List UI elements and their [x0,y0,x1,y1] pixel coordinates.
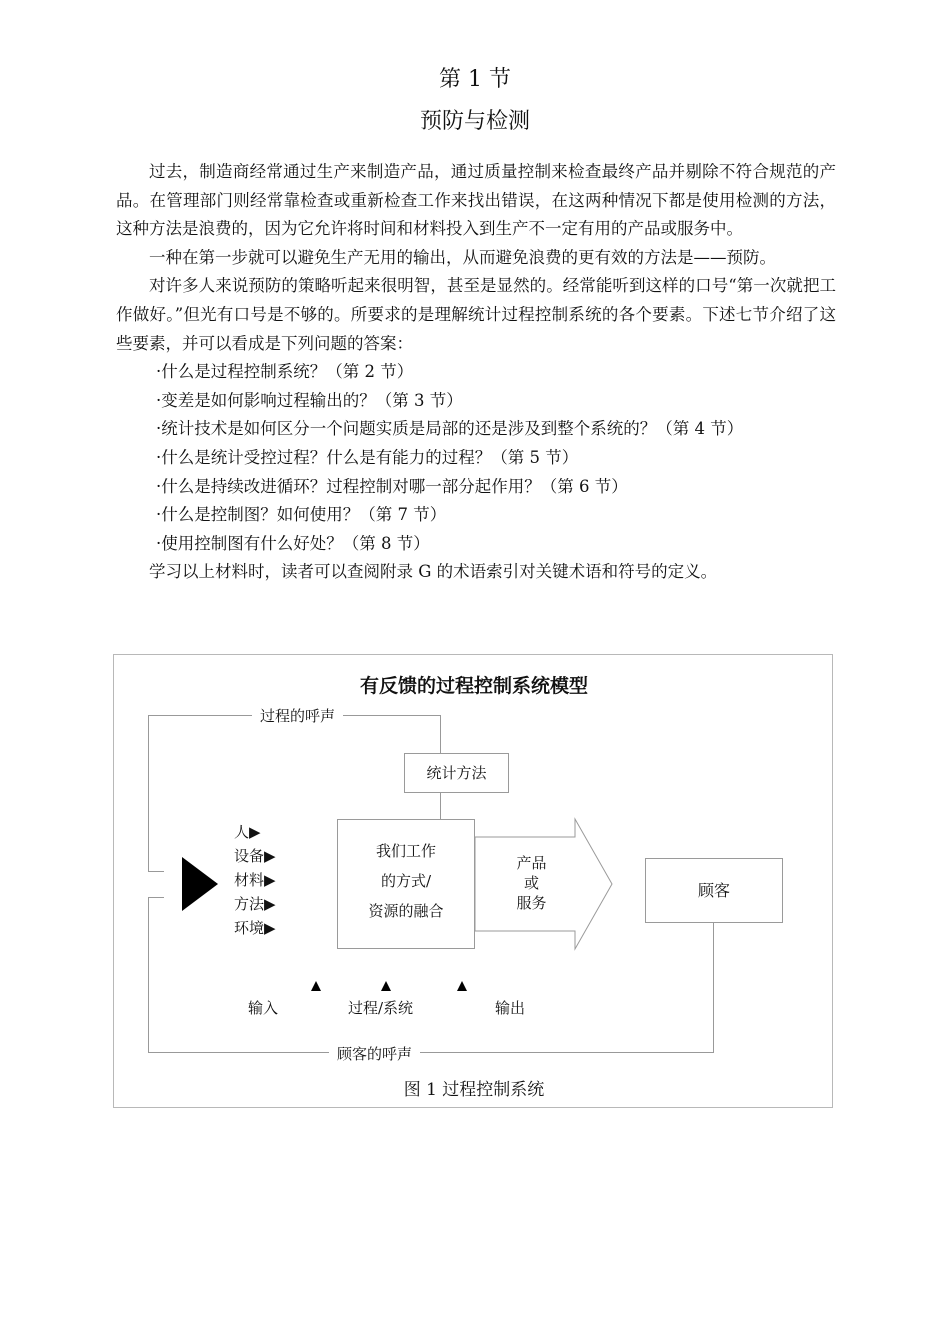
bullet-item: ·使用控制图有什么好处？（第 8 节） [156,533,430,553]
process-box [337,819,475,949]
figure-caption: 图 1 过程控制系统 [403,1080,545,1100]
customer-box [645,858,783,923]
output-pointer-icon [457,981,467,991]
customer-down-line [713,923,714,1053]
methods-to-process-line [440,793,441,819]
input-pointer-icon [311,981,321,991]
bullet-item: ·什么是持续改进循环？过程控制对哪一部分起作用？（第 6 节） [156,476,628,496]
section-title: 预防与检测 [419,109,530,134]
input-item-materials: 材料▶ [234,871,276,889]
voice-of-customer-label: 顾客的呼声 [329,1043,420,1064]
statistical-methods-label: 统计方法 [426,764,487,782]
output-label: 输出 [495,999,526,1017]
loop-left-stub-lower [148,897,164,898]
output-line-3: 服务 [516,894,547,912]
bullet-item: ·什么是统计受控过程？什么是有能力的过程？（第 5 节） [156,447,579,467]
loop-bottom-line [148,1052,714,1053]
voice-to-methods-line [440,715,441,753]
input-label: 输入 [248,999,279,1017]
loop-left-line-lower [148,897,149,1053]
output-line-2: 或 [523,874,539,892]
voice-of-process-label: 过程的呼声 [252,705,343,726]
closing-paragraph: 学习以上材料时，读者可以查阅附录 G 的术语索引对关键术语和符号的定义。 [149,562,718,582]
bullet-item: ·什么是控制图？如何使用？（第 7 节） [156,505,447,525]
customer-label: 顾客 [697,881,730,900]
loop-left-stub-upper [148,871,164,872]
process-pointer-icon [381,981,391,991]
loop-left-line-upper [148,715,149,871]
input-item-equipment: 设备▶ [234,847,276,865]
paragraph-1: 过去，制造商经常通过生产来制造产品，通过质量控制来检查最终产品并剔除不符合规范的产品。在管理部门则经常靠检查或重新检查工作来找出错误，在这两种情况下都是使用检测的方法，这种方法是浪费的，因为它允许将时间和材料投入到生产不一定有用的产品或服务中。 [116,162,836,239]
process-box-line-2: 的方式/ [380,872,432,890]
input-item-methods: 方法▶ [234,895,276,913]
process-box-line-1: 我们工作 [375,842,436,860]
input-triangle-icon [182,857,218,911]
body-text [116,158,836,587]
input-item-people: 人▶ [234,823,261,841]
paragraph-3: 对许多人来说预防的策略听起来很明智，甚至是显然的。经常能听到这样的口号“第一次就把工作做好。”但光有口号是不够的。所要求的是理解统计过程控制系统的各个要素。下述七节介绍了这些要素，并可以看成是下列问题的答案： [116,276,836,353]
output-arrow-text [504,853,559,913]
figure-title: 有反馈的过程控制系统模型 [359,675,588,697]
section-number: 第 1 节 [439,67,511,92]
statistical-methods-box [404,753,509,793]
bullet-item: ·统计技术是如何区分一个问题实质是局部的还是涉及到整个系统的？（第 4 节） [156,419,744,439]
process-system-label: 过程/系统 [348,999,414,1017]
input-item-environment: 环境▶ [234,919,276,937]
output-line-1: 产品 [516,854,547,872]
process-box-line-3: 资源的融合 [368,902,444,920]
process-control-figure [113,654,833,1108]
paragraph-2: 一种在第一步就可以避免生产无用的输出，从而避免浪费的更有效的方法是——预防。 [149,247,776,267]
bullet-item: ·变差是如何影响过程输出的？（第 3 节） [156,390,463,410]
bullet-item: ·什么是过程控制系统？（第 2 节） [156,362,414,382]
